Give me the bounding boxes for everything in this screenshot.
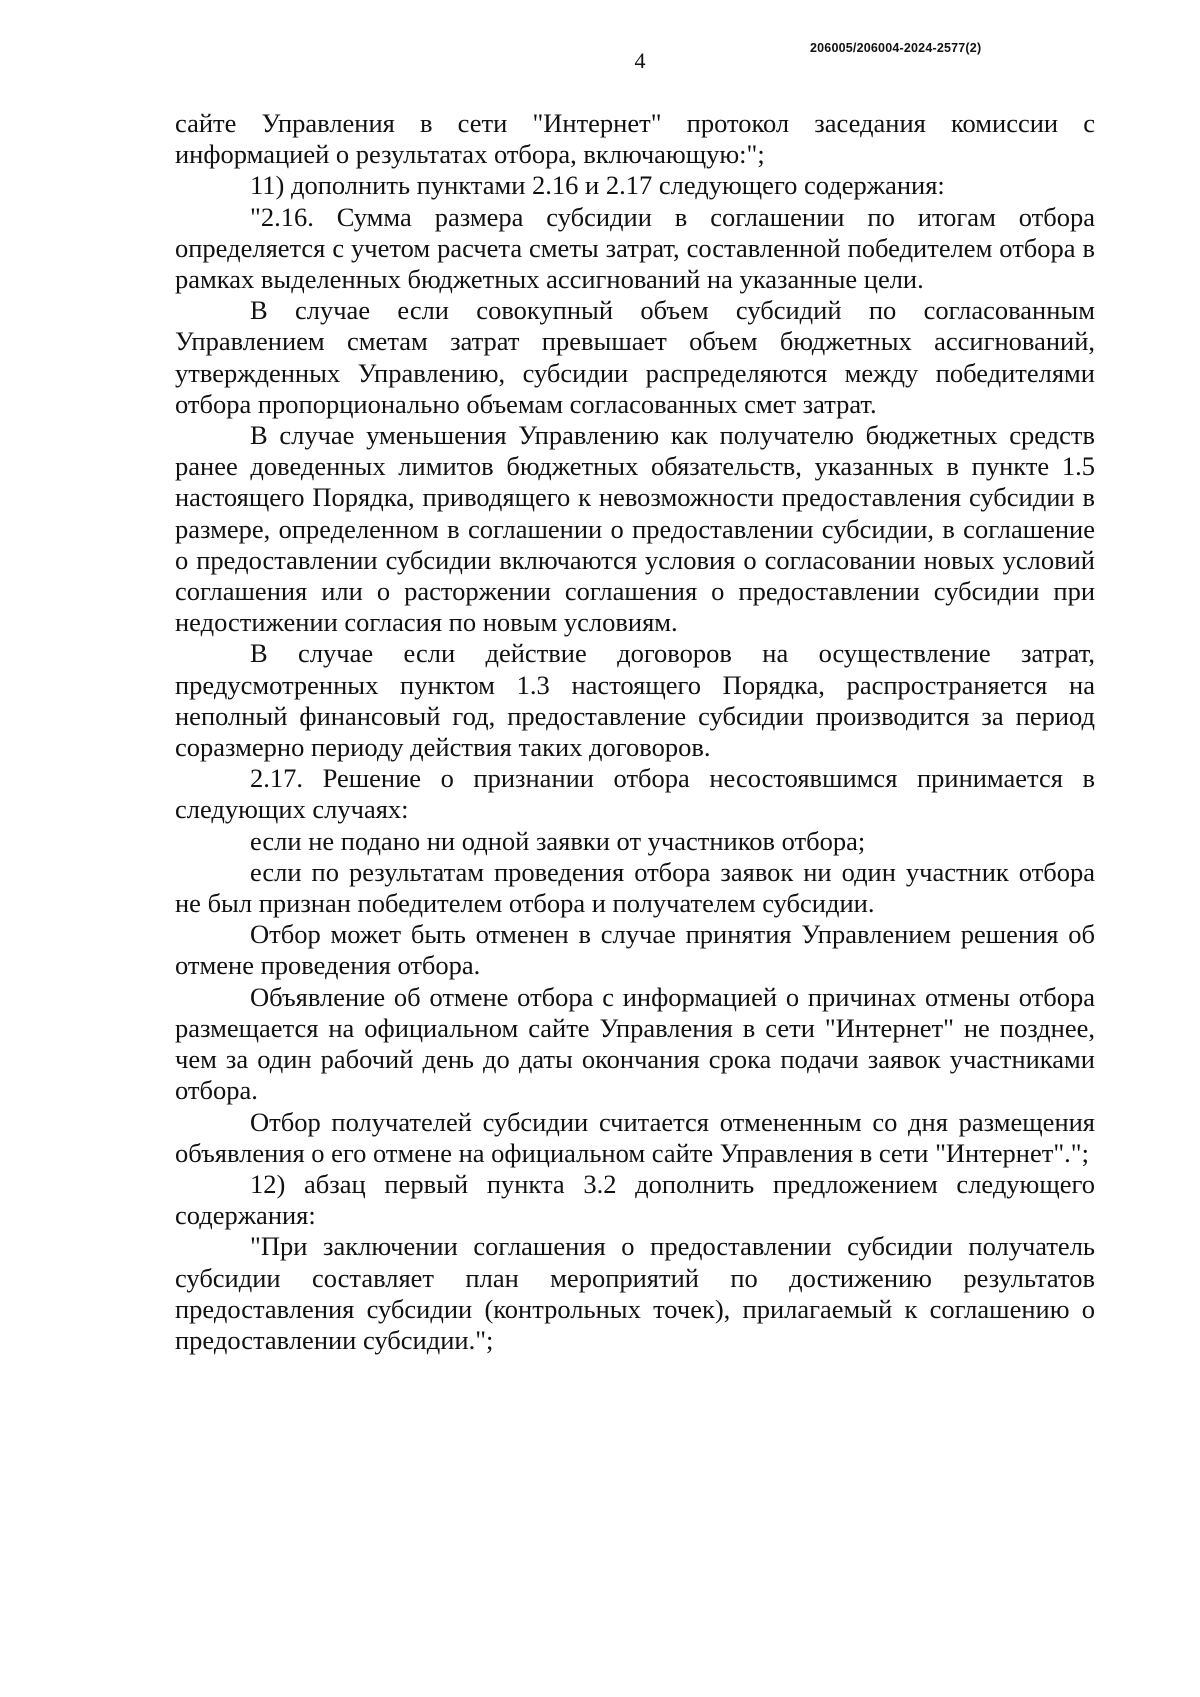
paragraph: 2.17. Решение о признании отбора несостоявшимся принимается в следующих случаях:	[175, 763, 1095, 825]
paragraph: Объявление об отмене отбора с информацией о причинах отмены отбора размещается на официальном сайте Управления в сети "Интернет" не позднее, чем за один рабочий день до даты окончания срока подачи заявок участниками отбора.	[175, 981, 1095, 1106]
paragraph: Отбор получателей субсидии считается отмененным со дня размещения объявления о его отмене на официальном сайте Управления в сети "Интернет".";	[175, 1106, 1095, 1168]
paragraph: 11) дополнить пунктами 2.16 и 2.17 следующего содержания:	[250, 170, 945, 201]
paragraph: В случае если действие договоров на осуществление затрат, предусмотренных пунктом 1.3 настоящего Порядка, распространяется на неполный финансовый год, предоставление субсидии производится за период соразмерно периоду действия таких договоров.	[175, 638, 1095, 763]
paragraph: Отбор может быть отменен в случае принятия Управлением решения об отмене проведения отбора.	[175, 919, 1095, 981]
document-body	[175, 108, 1095, 1356]
paragraph: если по результатам проведения отбора заявок ни один участник отбора не был признан победителем отбора и получателем субсидии.	[175, 856, 1095, 919]
paragraph: В случае если совокупный объем субсидий по согласованным Управлением сметам затрат превышает объем бюджетных ассигнований, утвержденных Управлению, субсидии распределяются между победителями отбора пропорционально объемам согласованных смет затрат.	[175, 295, 1095, 419]
paragraph: В случае уменьшения Управлению как получателю бюджетных средств ранее доведенных лимитов бюджетных обязательств, указанных в пункте 1.5 настоящего Порядка, приводящего к невозможности предоставления субсидии в размере, определенном в соглашении о предоставлении субсидии, в соглашение о предоставлении субсидии включаются условия о согласовании новых условий соглашения или о расторжении соглашения о предоставлении субсидии при недостижении согласия по новым условиям.	[175, 420, 1095, 638]
paragraph: если не подано ни одной заявки от участников отбора;	[250, 825, 866, 856]
page-number: 4	[634, 48, 646, 73]
document-id: 206005/206004-2024-2577(2)	[810, 41, 982, 55]
paragraph: 12) абзац первый пункта 3.2 дополнить предложением следующего содержания:	[175, 1168, 1095, 1231]
paragraph: "При заключении соглашения о предоставлении субсидии получатель субсидии составляет план мероприятий по достижению результатов предоставления субсидии (контрольных точек), прилагаемый к соглашению о предоставлении субсидии.";	[175, 1231, 1095, 1355]
paragraph: "2.16. Сумма размера субсидии в соглашении по итогам отбора определяется с учетом расчета сметы затрат, составленной победителем отбора в рамках выделенных бюджетных ассигнований на указанные цели.	[175, 201, 1095, 295]
paragraph: сайте Управления в сети "Интернет" протокол заседания комиссии с информацией о результатах отбора, включающую:";	[175, 108, 1095, 170]
